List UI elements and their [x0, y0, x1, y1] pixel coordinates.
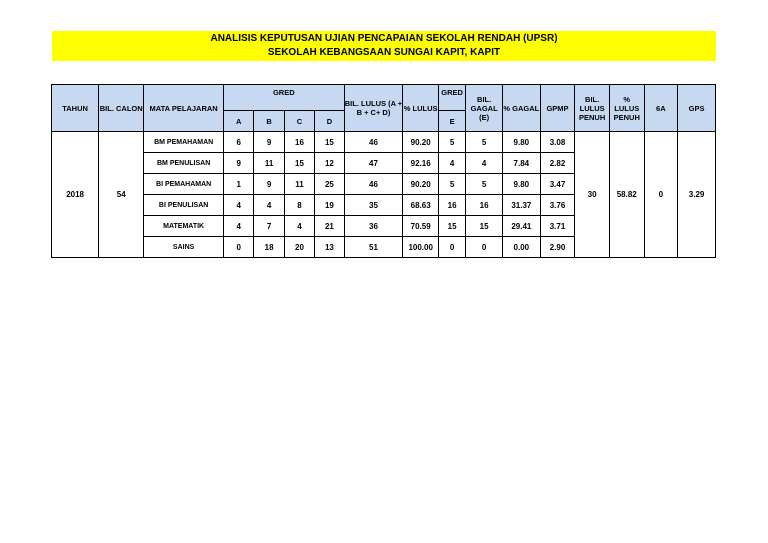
- gred-b-cell: 9: [254, 174, 284, 195]
- header-bil-calon: BIL. CALON: [99, 85, 144, 132]
- pct-gagal-cell: 29.41: [502, 216, 540, 237]
- gred-e-cell: 5: [439, 174, 466, 195]
- bil-lulus-cell: 46: [344, 174, 403, 195]
- gred-d-cell: 15: [315, 132, 344, 153]
- subject-cell: BI PENULISAN: [144, 195, 224, 216]
- pct-lulus-cell: 90.20: [403, 174, 439, 195]
- pct-lulus-cell: 100.00: [403, 237, 439, 258]
- tahun-cell: 2018: [52, 132, 99, 258]
- gps-cell: 3.29: [678, 132, 716, 258]
- gred-e-cell: 5: [439, 132, 466, 153]
- pct-lulus-cell: 68.63: [403, 195, 439, 216]
- gred-d-cell: 25: [315, 174, 344, 195]
- header-pct-gagal: % GAGAL: [502, 85, 540, 132]
- gred-d-cell: 12: [315, 153, 344, 174]
- header-tahun: TAHUN: [52, 85, 99, 132]
- gred-c-cell: 20: [284, 237, 314, 258]
- bil-lulus-cell: 46: [344, 132, 403, 153]
- gred-c-cell: 16: [284, 132, 314, 153]
- gred-b-cell: 9: [254, 132, 284, 153]
- gpmp-cell: 2.90: [540, 237, 575, 258]
- pct-gagal-cell: 0.00: [502, 237, 540, 258]
- table-row: [52, 132, 716, 153]
- subject-cell: MATEMATIK: [144, 216, 224, 237]
- gpmp-cell: 3.71: [540, 216, 575, 237]
- header-bil-lulus: BIL. LULUS (A + B + C+ D): [344, 85, 403, 132]
- report-title-line1: ANALISIS KEPUTUSAN UJIAN PENCAPAIAN SEKOLAH RENDAH (UPSR): [210, 33, 558, 44]
- gpmp-cell: 3.08: [540, 132, 575, 153]
- gred-a-cell: 4: [223, 195, 253, 216]
- bil-lulus-cell: 51: [344, 237, 403, 258]
- six-a-cell: 0: [644, 132, 678, 258]
- bil-lulus-cell: 35: [344, 195, 403, 216]
- gpmp-cell: 2.82: [540, 153, 575, 174]
- header-gps: GPS: [678, 85, 716, 132]
- bil-gagal-cell: 0: [466, 237, 503, 258]
- gred-b-cell: 11: [254, 153, 284, 174]
- gred-e-cell: 0: [439, 237, 466, 258]
- header-gred-e-top: GRED: [439, 85, 466, 111]
- gred-d-cell: 19: [315, 195, 344, 216]
- gred-b-cell: 7: [254, 216, 284, 237]
- gred-a-cell: 0: [223, 237, 253, 258]
- bil-gagal-cell: 16: [466, 195, 503, 216]
- gred-a-cell: 6: [223, 132, 253, 153]
- header-pct-lulus: % LULUS: [403, 85, 439, 132]
- header-gred-c: C: [284, 111, 314, 132]
- gred-e-cell: 4: [439, 153, 466, 174]
- pct-lulus-cell: 70.59: [403, 216, 439, 237]
- pct-gagal-cell: 7.84: [502, 153, 540, 174]
- header-bil-gagal: BIL. GAGAL (E): [466, 85, 503, 132]
- header-bil-lulus-penuh: BIL. LULUS PENUH: [575, 85, 610, 132]
- header-mata-pelajaran: MATA PELAJARAN: [144, 85, 224, 132]
- pct-lulus-cell: 90.20: [403, 132, 439, 153]
- bil-lulus-cell: 47: [344, 153, 403, 174]
- header-gred-a: A: [223, 111, 253, 132]
- bil-gagal-cell: 5: [466, 132, 503, 153]
- bil-gagal-cell: 15: [466, 216, 503, 237]
- gred-c-cell: 4: [284, 216, 314, 237]
- gred-a-cell: 4: [223, 216, 253, 237]
- pct-lulus-penuh-cell: 58.82: [609, 132, 644, 258]
- bil-lulus-penuh-cell: 30: [575, 132, 610, 258]
- subject-cell: BM PENULISAN: [144, 153, 224, 174]
- pct-gagal-cell: 9.80: [502, 132, 540, 153]
- header-gpmp: GPMP: [540, 85, 575, 132]
- bil-gagal-cell: 5: [466, 174, 503, 195]
- gred-c-cell: 15: [284, 153, 314, 174]
- report-title-line2: SEKOLAH KEBANGSAAN SUNGAI KAPIT, KAPIT: [267, 47, 501, 58]
- pct-gagal-cell: 31.37: [502, 195, 540, 216]
- bil-lulus-cell: 36: [344, 216, 403, 237]
- gpmp-cell: 3.76: [540, 195, 575, 216]
- bil-gagal-cell: 4: [466, 153, 503, 174]
- gred-a-cell: 9: [223, 153, 253, 174]
- gred-b-cell: 4: [254, 195, 284, 216]
- gred-a-cell: 1: [223, 174, 253, 195]
- gred-c-cell: 8: [284, 195, 314, 216]
- header-gred-e: E: [439, 111, 466, 132]
- subject-cell: BI PEMAHAMAN: [144, 174, 224, 195]
- subject-cell: BM PEMAHAMAN: [144, 132, 224, 153]
- gred-c-cell: 11: [284, 174, 314, 195]
- gred-e-cell: 15: [439, 216, 466, 237]
- pct-gagal-cell: 9.80: [502, 174, 540, 195]
- header-gred-d: D: [315, 111, 344, 132]
- gred-b-cell: 18: [254, 237, 284, 258]
- pct-lulus-cell: 92.16: [403, 153, 439, 174]
- gred-d-cell: 21: [315, 216, 344, 237]
- results-table: [51, 84, 716, 258]
- header-pct-lulus-penuh: % LULUS PENUH: [609, 85, 644, 132]
- subject-cell: SAINS: [144, 237, 224, 258]
- header-gred: GRED: [223, 85, 344, 111]
- header-gred-b: B: [254, 111, 284, 132]
- report-title-banner: [52, 31, 716, 61]
- gpmp-cell: 3.47: [540, 174, 575, 195]
- gred-e-cell: 16: [439, 195, 466, 216]
- gred-d-cell: 13: [315, 237, 344, 258]
- bil-calon-cell: 54: [99, 132, 144, 258]
- header-6a: 6A: [644, 85, 678, 132]
